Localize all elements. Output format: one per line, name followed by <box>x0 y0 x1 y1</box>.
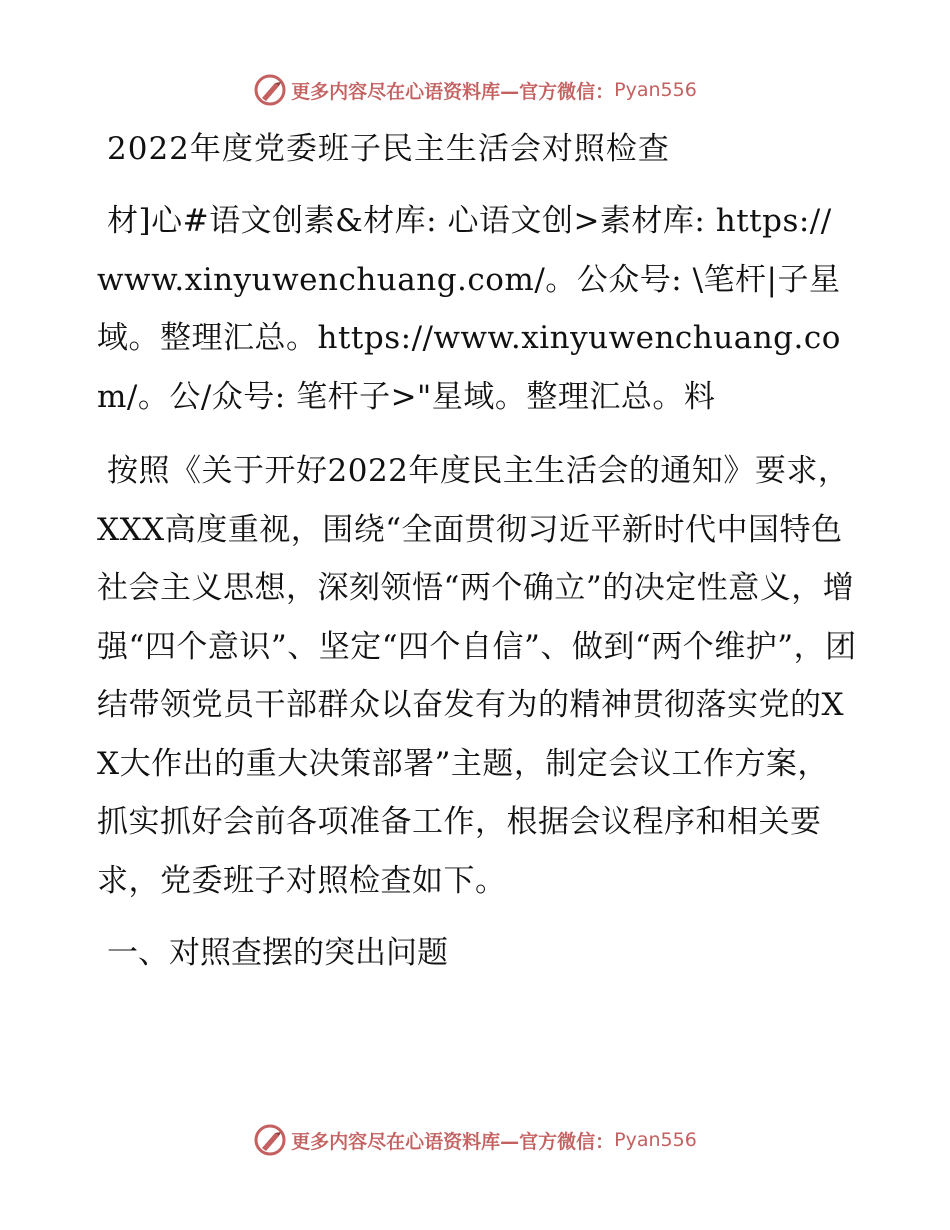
footer-watermark <box>0 1120 950 1160</box>
source-note-paragraph: 材]心#语文创素&材库: 心语文创>素材库: https://www.xinyuwenchuang.com/。公众号: \笔杆|子星域。整理汇总。https://www.xinyuwenchuang.com/。公/众号: 笔杆子>"星域。整理汇总。料 <box>97 203 841 415</box>
watermark-wechat-id: Pyan556 <box>614 1129 697 1151</box>
pen-seal-icon <box>253 73 287 107</box>
watermark-text: 更多内容尽在心语资料库—官方微信： <box>291 80 615 103</box>
document-body <box>97 122 857 980</box>
document-title: 2022年度党委班子民主生活会对照检查 <box>107 131 670 167</box>
section-heading-1: 一、对照查摆的突出问题 <box>107 935 448 971</box>
watermark-wechat-id: Pyan556 <box>614 79 697 101</box>
watermark-text: 更多内容尽在心语资料库—官方微信： <box>291 1130 615 1153</box>
header-watermark <box>0 70 950 110</box>
pen-seal-icon <box>253 1123 287 1157</box>
intro-paragraph: 按照《关于开好2022年度民主生活会的通知》要求，XXX高度重视，围绕“全面贯彻习近平新时代中国特色社会主义思想，深刻领悟“两个确立”的决定性意义，增强“四个意识”、坚定“四个自信”、做到“两个维护”，团结带领党员干部群众以奋发有为的精神贯彻落实党的XX大作出的重大决策部署”主题，制定会议工作方案，抓实抓好会前各项准备工作，根据会议程序和相关要求，党委班子对照检查如下。 <box>97 453 857 899</box>
